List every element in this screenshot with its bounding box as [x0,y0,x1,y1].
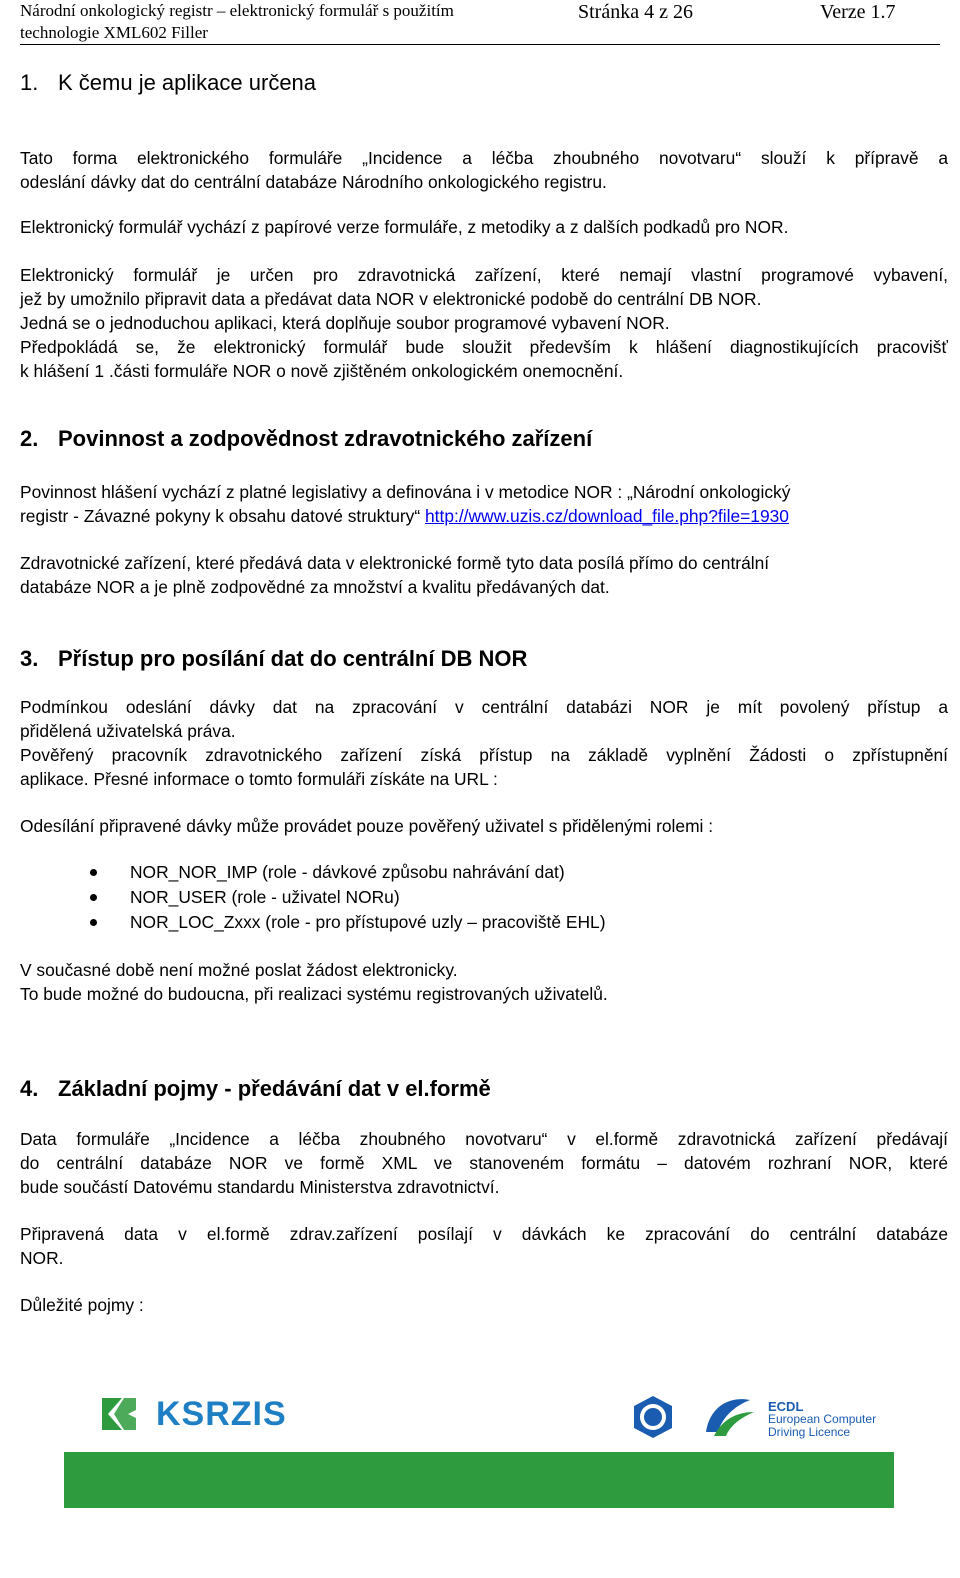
text-line: Elektronický formulář vychází z papírové verze formuláře, z metodiky a z dalších podkadů pro NOR. [20,217,789,237]
ksrzis-logo-icon [98,1394,140,1434]
ecdl-logo-icon [700,1392,756,1440]
section-4-title: Základní pojmy - předávání dat v el.formě [58,1076,491,1101]
header-divider [20,44,940,45]
section-2-paragraph-1 [20,480,948,528]
list-item [90,860,606,885]
text-line: jež by umožnilo připravit data a předávat data NOR v elektronické podobě do centrální DB NOR. [20,289,762,309]
address-line: Vídeňská 1958/9, 140 21 Praha 4 [158,1545,345,1559]
ecdl-label [768,1400,876,1439]
bullet-icon [90,919,97,926]
list-item-text: NOR_NOR_IMP (role - dávkové způsobu nahrávání dat) [130,862,565,882]
text-line: Důležité pojmy : [20,1295,144,1315]
roles-list [90,860,606,935]
text-line: k hlášení 1 .části formuláře NOR o nově zjištěném onkologickém onemocnění. [20,361,624,381]
section-4-paragraph-2 [20,1222,948,1270]
section-2-heading [20,426,592,452]
text-line [20,504,948,528]
text-line: To bude možné do budoucna, při realizaci systému registrovaných uživatelů. [20,984,608,1004]
section-4-paragraph-1 [20,1127,948,1199]
section-3-paragraph-1 [20,695,948,791]
section-3-heading [20,646,527,672]
contact-address [158,1544,640,1578]
text-line: Jedná se o jednoduchou aplikaci, která doplňuje soubor programové vybavení NOR. [20,313,670,333]
bullet-icon [90,869,97,876]
text-line: Tato forma elektronického formuláře „Incidence a léčba zhoubného novotvaru“ slouží k přípravě a [20,148,948,168]
section-1-number: 1. [20,70,39,95]
section-3-title: Přístup pro posílání dat do centrální DB NOR [58,646,528,671]
section-1-paragraph-2 [20,215,948,239]
bullet-icon [90,894,97,901]
text-line: Povinnost hlášení vychází z platné legislativy a definována i v metodice NOR : „Národní onkologický [20,482,791,502]
ecdl-line: Driving Licence [768,1425,851,1439]
section-4-paragraph-3 [20,1293,948,1317]
header-title-line2: technologie XML602 Filler [20,23,208,42]
page-footer [64,1370,894,1576]
text-line: Podmínkou odeslání dávky dat na zpracování v centrální databázi NOR je mít povolený přístup a [20,697,948,717]
section-3-paragraph-2 [20,814,948,838]
text-line: Odesílání připravené dávky může provádet pouze pověřený uživatel s přidělenými rolemi : [20,816,714,836]
text-line: přidělená uživatelská práva. [20,721,236,741]
page-number: Stránka 4 z 26 [578,1,693,23]
footer-contact-bar [64,1452,894,1576]
ksrzis-logo-text: KSRZIS [156,1395,287,1433]
footer-logo-strip [64,1370,894,1452]
text-line: Zdravotnické zařízení, které předává data v elektronické formě tyto data posílá přímo do centrální [20,553,770,573]
text-line: do centrální databáze NOR ve formě XML ve stanoveném formátu – datovém rozhraní NOR, které [20,1153,948,1173]
text-line: V současné době není možné poslat žádost elektronicky. [20,960,458,980]
section-4-heading [20,1076,491,1102]
header-title-line1: Národní onkologický registr – elektronický formulář s použitím [20,1,454,20]
contact-line: tel.: +420 2 6136 4045, fax: +420 2 6136 2802, e-mail: ksrzis@ksrzis.cz, www.ksrzis.cz [158,1562,640,1576]
tuv-certification-icon [630,1394,676,1440]
download-link[interactable]: http://www.uzis.cz/download_file.php?file=1930 [425,506,789,526]
text-line: NOR. [20,1248,64,1268]
text-line: Elektronický formulář je určen pro zdravotnická zařízení, které nemají vlastní programové vybavení, [20,265,948,285]
text-line: aplikace. Přesné informace o tomto formuláři získáte na URL : [20,769,498,789]
text-line: Předpokládá se, že elektronický formulář bude sloužit především k hlášení diagnostikujících pracovišť [20,337,948,357]
text-line: databáze NOR a je plně zodpovědné za množství a kvalitu předávaných dat. [20,577,610,597]
text-line: Data formuláře „Incidence a léčba zhoubného novotvaru“ v el.formě zdravotnická zařízení předávají [20,1129,948,1149]
text-span: registr - Závazné pokyny k obsahu datové struktury“ [20,506,425,526]
section-3-paragraph-3 [20,958,948,1006]
text-line: Pověřený pracovník zdravotnického zařízení získá přístup na základě vyplnění Žádosti o zpřístupnění [20,745,948,765]
section-4-number: 4. [20,1076,39,1101]
list-item-text: NOR_LOC_Zxxx (role - pro přístupové uzly – pracoviště EHL) [130,912,606,932]
section-1-paragraph-3 [20,263,948,383]
section-1-paragraph-1 [20,146,948,194]
text-line: odeslání dávky dat do centrální databáze Národního onkologického registru. [20,172,607,192]
text-line: bude součástí Datovému standardu Ministerstva zdravotnictví. [20,1177,500,1197]
section-2-number: 2. [20,426,39,451]
list-item [90,885,606,910]
list-item-text: NOR_USER (role - uživatel NORu) [130,887,400,907]
section-1-heading [20,70,316,96]
list-item [90,910,606,935]
section-1-title: K čemu je aplikace určena [58,70,317,95]
ecdl-line: European Computer [768,1412,877,1426]
section-2-paragraph-2 [20,551,948,599]
section-3-number: 3. [20,646,39,671]
section-2-title: Povinnost a zodpovědnost zdravotnického zařízení [58,426,593,451]
text-line: Připravená data v el.formě zdrav.zařízení posílají v dávkách ke zpracování do centrální databáze [20,1224,948,1244]
ecdl-abbr: ECDL [768,1399,804,1414]
version-label: Verze 1.7 [820,1,896,23]
document-header-title [20,0,454,44]
